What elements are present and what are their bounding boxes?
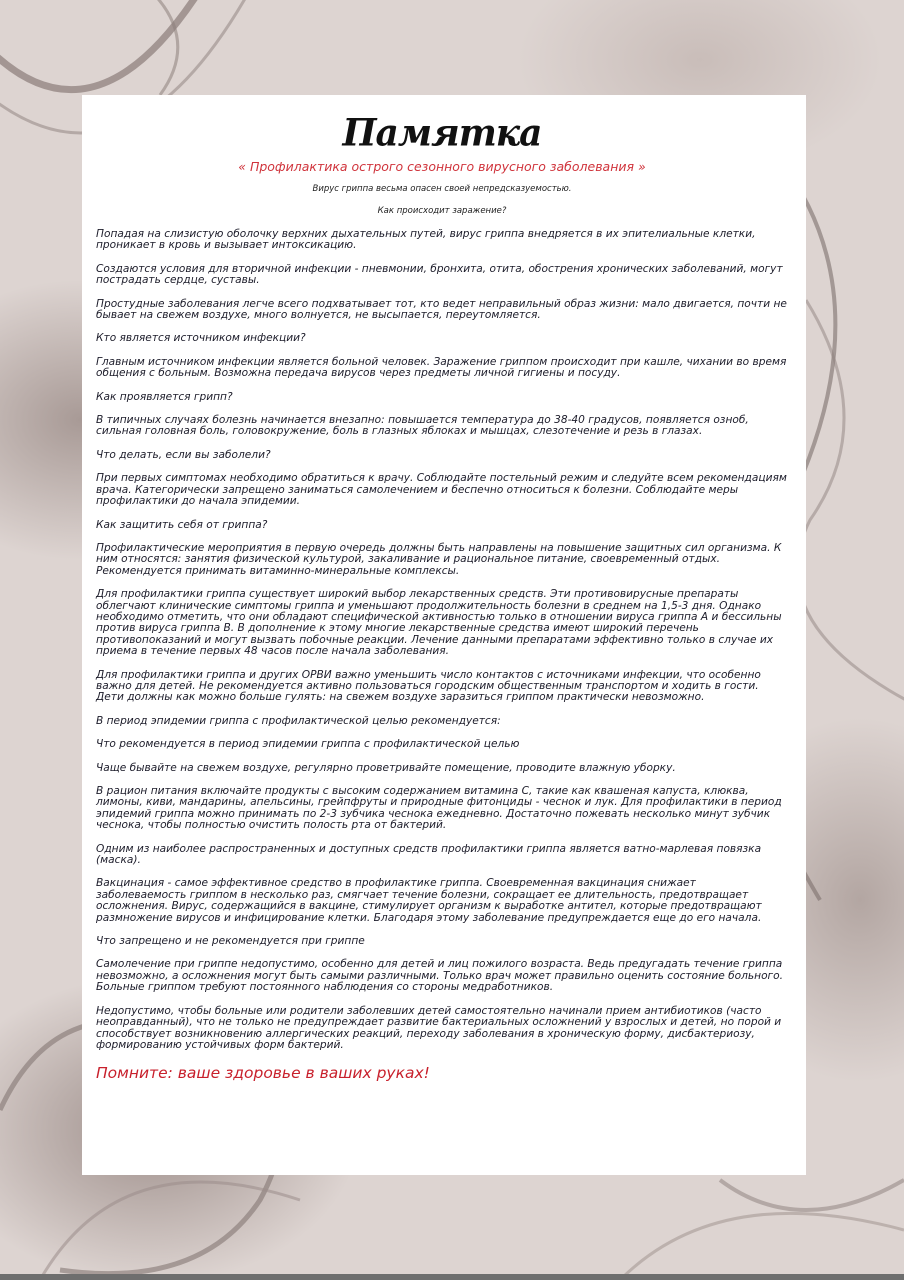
paragraph: Попадая на слизистую оболочку верхних дыхательных путей, вирус гриппа внедряется в их эпителиальные клетки, проникает в кровь и вызывает интоксикацию. bbox=[96, 228, 756, 252]
section-heading: Кто является источником инфекции? bbox=[96, 332, 306, 345]
paragraph: Создаются условия для вторичной инфекции - пневмонии, бронхита, отита, обострения хронических заболеваний, могут пострадать сердце, суставы. bbox=[96, 262, 783, 287]
paragraph: В типичных случаях болезнь начинается внезапно: повышается температура до 38-40 градусов, появляется озноб, сильная головная боль, головокружение, боль в глазных яблоках и мышцах, слезотечение и резь в глазах. bbox=[96, 414, 749, 438]
paragraph: Вакцинация - самое эффективное средство в профилактике гриппа. Своевременная вакцинация снижает заболеваемость гриппом в несколько раз, смягчает течение болезни, сокращает ее длительность, предотвращает осложнения. Вирус, содержащийся в вакцине, стимулирует организм к выработке антител, которые предотвращают размножение вирусов и инфицирование клетки. Благодаря этому заболевание предупреждается еще до его начала. bbox=[96, 877, 762, 924]
paragraph: Недопустимо, чтобы больные или родители заболевших детей самостоятельно начинали прием антибиотиков (часто неоправданный), что не только не предупреждает развитие бактериальных осложнений у взрослых и детей, но порой и способствует возникновению аллергических реакций, переходу заболевания в хроническую форму, дисбактериозу, формированию устойчивых форм бактерий. bbox=[96, 1004, 782, 1051]
paragraph: Самолечение при гриппе недопустимо, особенно для детей и лиц пожилого возраста. Ведь предугадать течение гриппа невозможно, а осложнения могут быть самыми различными. Только врач может правильно оценить состояние больного. Больные гриппом требуют постоянного наблюдения со стороны медработников. bbox=[96, 958, 783, 994]
paragraph: При первых симптомах необходимо обратиться к врачу. Соблюдайте постельный режим и следуйте всем рекомендациям врача. Категорически запрещено заниматься самолечением и беспечно относиться к болезни. Соблюдайте меры профилактики до начала эпидемии. bbox=[96, 472, 787, 508]
section-heading: Что запрещено и не рекомендуется при гриппе bbox=[96, 935, 365, 948]
memo-title: Памятка bbox=[342, 110, 542, 156]
section-heading: Что рекомендуется в период эпидемии гриппа с профилактической целью bbox=[96, 738, 520, 751]
paragraph: Профилактические мероприятия в первую очередь должны быть направлены на повышение защитных сил организма. К ним относятся: занятия физической культурой, закаливание и рациональное питание, своевременный отдых. Рекомендуется принимать витаминно-минеральные комплексы. bbox=[96, 541, 782, 577]
section-heading: Что делать, если вы заболели? bbox=[96, 448, 271, 461]
paragraph: В рацион питания включайте продукты с высоким содержанием витамина С, такие как квашеная капуста, клюква, лимоны, киви, мандарины, апельсины, грейпфруты и природные фитонциды - чеснок и лук. Для профилактики в период эпидемий гриппа можно принимать по 2-3 зубчика чеснока ежедневно. Достаточно пожевать несколько минут зубчик чеснока, чтобы полностью очистить полость рта от бактерий. bbox=[96, 785, 782, 832]
memo-subtitle: « Профилактика острого сезонного вирусного заболевания » bbox=[238, 159, 646, 174]
memo-tagline: Вирус гриппа весьма опасен своей непредсказуемостью. bbox=[312, 184, 572, 194]
bottom-bar bbox=[0, 1274, 904, 1280]
closing-slogan: Помните: ваше здоровье в ваших руках! bbox=[96, 1064, 430, 1083]
paragraph: Для профилактики гриппа существует широкий выбор лекарственных средств. Эти противовирусные препараты облегчают клинические симптомы гриппа и уменьшают продолжительность болезни в среднем на 1,5-3 дня. Однако необходимо отметить, что они обладают специфической активностью только в отношении вируса гриппа А и бессильны против вируса гриппа В. В дополнение к этому многие лекарственные средства имеют широкий перечень противопоказаний и могут вызвать побочные реакции. Лечение данными препаратами эффективно только в случае их приема в течение первых 48 часов после начала заболевания. bbox=[96, 588, 782, 658]
paragraph: Одним из наиболее распространенных и доступных средств профилактики гриппа является ватно-марлевая повязка (маска). bbox=[96, 842, 762, 867]
paragraph: Для профилактики гриппа и других ОРВИ важно уменьшить число контактов с источниками инфекции, что особенно важно для детей. Не рекомендуется активно пользоваться городским общественным транспортом и ходить в гости. Дети должны как можно больше гулять: на свежем воздухе заразиться гриппом практически невозможно. bbox=[96, 668, 761, 704]
memo-card bbox=[82, 95, 806, 1175]
paragraph: Главным источником инфекции является больной человек. Заражение гриппом происходит при кашле, чихании во время общения с больным. Возможна передача вирусов через предметы личной гигиены и посуду. bbox=[96, 355, 787, 380]
section-heading: Как защитить себя от гриппа? bbox=[96, 518, 268, 531]
infection-question: Как происходит заражение? bbox=[377, 206, 507, 216]
paragraph: Чаще бывайте на свежем воздухе, регулярно проветривайте помещение, проводите влажную уборку. bbox=[96, 761, 676, 774]
section-heading: В период эпидемии гриппа с профилактической целью рекомендуется: bbox=[96, 714, 501, 727]
paragraph: Простудные заболевания легче всего подхватывает тот, кто ведет неправильный образ жизни: мало двигается, почти не бывает на свежем воздухе, много волнуется, не высыпается, переутомляется. bbox=[96, 297, 787, 322]
section-heading: Как проявляется грипп? bbox=[96, 390, 233, 403]
